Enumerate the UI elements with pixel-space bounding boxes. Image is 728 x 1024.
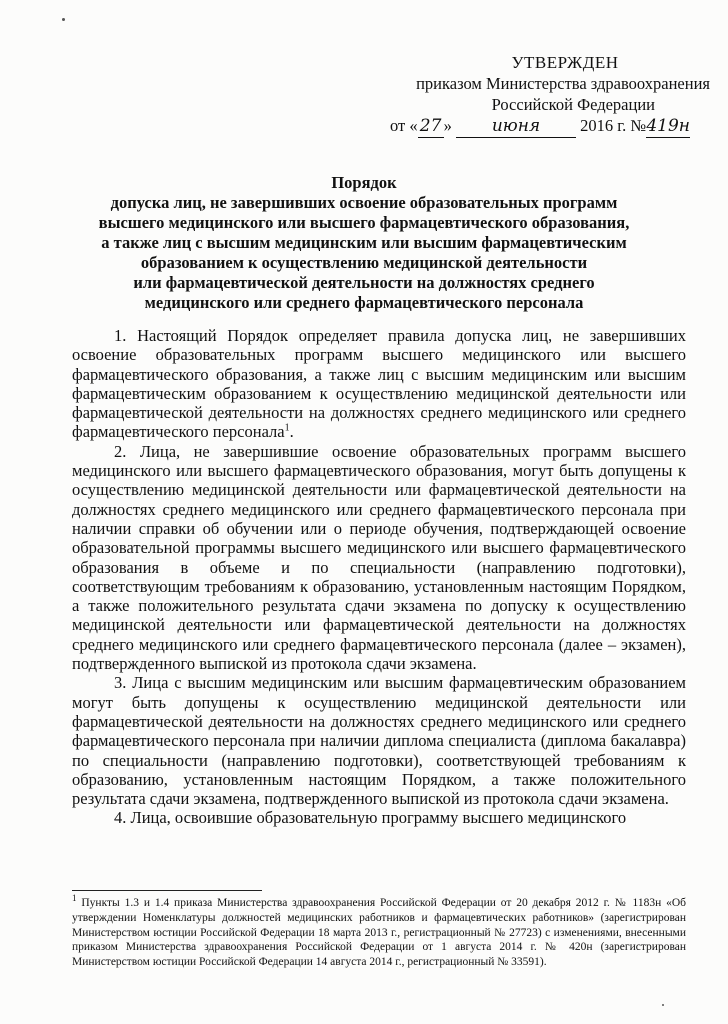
- paragraph-1-text: 1. Настоящий Порядок определяет правила допуска лиц, не завершивших освоение образовательных программ высшего медицинского или высшего фармацевтического образования, а также лиц с высшим медицинским или высшим фармацевтическим образованием к осуществлению медицинской деятельности или фармацевтической деятельности на должностях среднего медицинского или среднего фармацевтического персонала: [72, 326, 686, 442]
- document-body: [72, 326, 686, 828]
- title-line-5: образованием к осуществлению медицинской деятельности: [140, 253, 588, 272]
- paragraph-3: 3. Лица с высшим медицинским или высшим фармацевтическим образованием могут быть допущены к осуществлению медицинской деятельности или фармацевтической деятельности на должностях среднего медицинского или среднего фармацевтического персонала при наличии диплома специалиста (диплома бакалавра) по специальности (направлению подготовки), соответствующей требованиям к образованию, установленным настоящим Порядком, а также положительного результата сдачи экзамена, подтвержденного выпиской из протокола сдачи экзамена.: [72, 673, 686, 809]
- title-line-4: а также лиц с высшим медицинским или высшим фармацевтическим: [101, 233, 627, 252]
- paragraph-2: 2. Лица, не завершившие освоение образовательных программ высшего медицинского или высшего фармацевтического образования, могут быть допущены к осуществлению медицинской деятельности или фармацевтической деятельности на должностях среднего медицинского или среднего фармацевтического персонала при наличии справки об обучении или о периоде обучения, подтверждающей освоение образовательной программы высшего медицинского или высшего фармацевтического образования в объеме и по специальности (направлению подготовки), соответствующим требованиям к образованию, установленным настоящим Порядком, а также положительного результата сдачи экзамена по допуску к осуществлению медицинской деятельности или фармацевтической деятельности на должностях среднего медицинского или среднего фармацевтического персонала (далее – экзамен), подтвержденного выпиской из протокола сдачи экзамена.: [72, 441, 686, 674]
- order-number: 419н: [646, 116, 690, 136]
- date-prefix: от «: [390, 116, 418, 135]
- paragraph-1: [72, 326, 686, 442]
- date-year: 2016 г. №: [580, 116, 647, 135]
- scan-speck: [62, 18, 65, 21]
- paragraph-4: 4. Лица, освоившие образовательную программу высшего медицинского: [114, 808, 627, 828]
- approval-stamp: [380, 52, 710, 138]
- footnote-text: Пункты 1.3 и 1.4 приказа Министерства здравоохранения Российской Федерации от 20 декабря 2012 г. № 1183н «Об утверждении Номенклатуры должностей медицинских работников и фармацевтических работников» (зарегистрирован Министерством юстиции Российской Федерации 18 марта 2013 г., регистрационный № 27723) с изменениями, внесенными приказом Министерства здравоохранения Российской Федерации от 1 августа 2014 г. № 420н (зарегистрирован Министерством юстиции Российской Федерации 14 августа 2014 г., регистрационный № 33591).: [72, 897, 687, 969]
- approval-date-line: [380, 115, 710, 138]
- footnote-divider: [72, 890, 262, 891]
- title-line-3: высшего медицинского или высшего фармацевтического образования,: [98, 213, 630, 232]
- approval-line-1: приказом Министерства здравоохранения: [416, 74, 710, 93]
- title-line-6: или фармацевтической деятельности на должностях среднего: [133, 273, 595, 292]
- title-line-2: допуска лиц, не завершивших освоение образовательных программ: [110, 193, 618, 212]
- document-title: [60, 173, 668, 313]
- date-day: 27: [418, 116, 444, 138]
- title-line-7: медицинского или среднего фармацевтического персонала: [144, 293, 584, 312]
- footnote-marker: 1: [72, 893, 77, 904]
- approval-title: УТВЕРЖДЕН: [511, 53, 619, 72]
- paragraph-1-end: .: [289, 422, 294, 442]
- scan-speck: [662, 1004, 664, 1006]
- footnote-ref: 1: [284, 422, 290, 434]
- date-mid: »: [443, 116, 452, 135]
- approval-line-2: Российской Федерации: [491, 95, 655, 114]
- title-line-1: Порядок: [331, 173, 397, 192]
- date-month: июня: [456, 116, 576, 138]
- footnote: [72, 893, 687, 970]
